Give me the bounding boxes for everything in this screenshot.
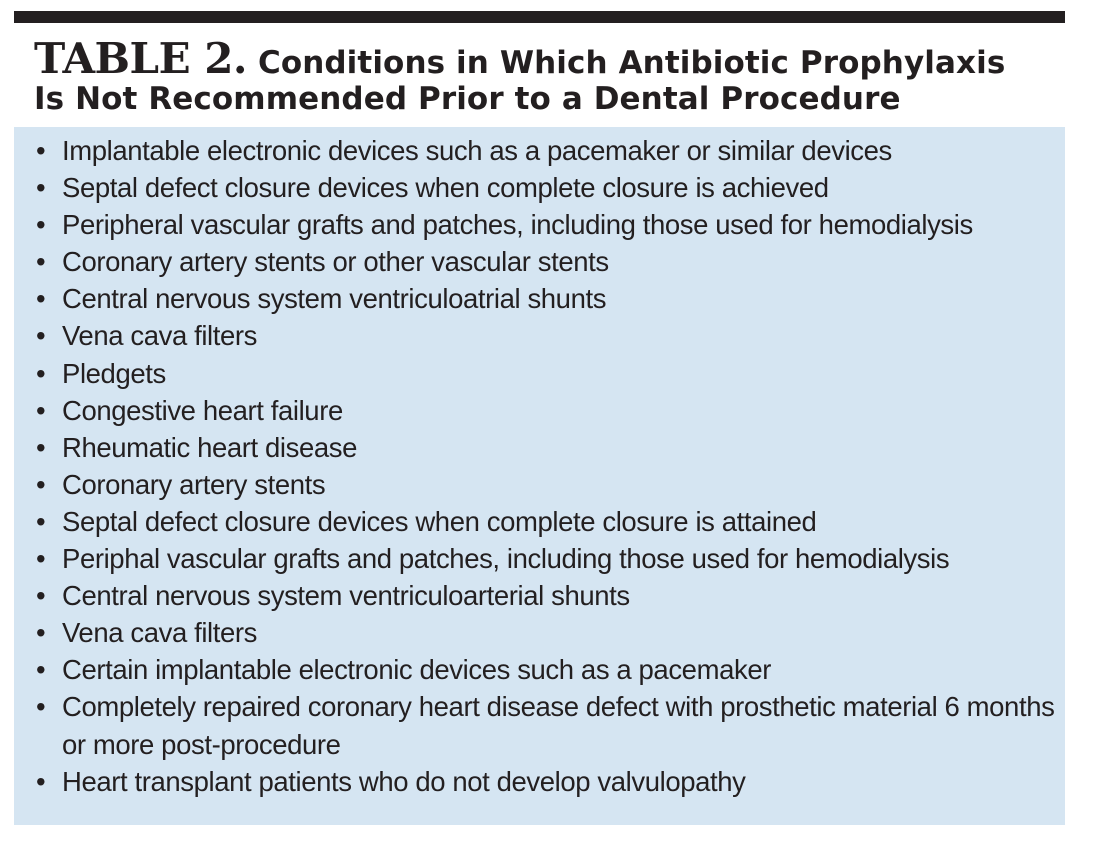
bullet-icon: • — [36, 543, 46, 575]
bullet-icon: • — [36, 765, 46, 797]
list-item — [36, 243, 1065, 280]
bullet-icon: • — [36, 172, 46, 204]
list-item-text: Rheumatic heart disease — [62, 431, 357, 463]
list-item — [36, 429, 1065, 466]
list-item-text: Central nervous system ventriculoarterial shunts — [62, 580, 630, 612]
list-item-text: Periphal vascular grafts and patches, including those used for hemodialysis — [62, 543, 950, 575]
list-item-text: Septal defect closure devices when complete closure is achieved — [62, 172, 829, 204]
list-item-text: Central nervous system ventriculoatrial shunts — [62, 283, 607, 315]
bullet-icon: • — [36, 468, 46, 500]
bullet-icon: • — [36, 394, 46, 426]
list-item — [36, 540, 1065, 577]
list-item-text: Septal defect closure devices when complete closure is attained — [62, 505, 817, 537]
bullet-icon: • — [36, 580, 46, 612]
list-item — [36, 763, 1065, 800]
list-item-text: Peripheral vascular grafts and patches, including those used for hemodialysis — [62, 209, 973, 241]
table-caption — [14, 23, 1065, 117]
list-item-text: Pledgets — [62, 357, 166, 389]
list-item-text: Heart transplant patients who do not develop valvulopathy — [62, 765, 746, 797]
bullet-icon: • — [36, 357, 46, 389]
list-item — [36, 466, 1065, 503]
list-item — [36, 169, 1065, 206]
list-item — [36, 688, 1065, 762]
list-item — [36, 577, 1065, 614]
conditions-list — [36, 132, 1065, 800]
bullet-icon: • — [36, 135, 46, 166]
list-item-text: Coronary artery stents or other vascular stents — [62, 246, 609, 278]
bullet-icon: • — [36, 246, 46, 278]
list-item-text: Certain implantable electronic devices such as a pacemaker — [62, 654, 771, 686]
bullet-icon: • — [36, 691, 46, 723]
list-item — [36, 392, 1065, 429]
table-title-line-2: Is Not Recommended Prior to a Dental Procedure — [34, 81, 901, 117]
list-item-text: Vena cava filters — [62, 617, 257, 649]
list-item-text: Congestive heart failure — [62, 394, 343, 426]
list-item — [36, 614, 1065, 651]
list-item — [36, 317, 1065, 354]
bullet-icon: • — [36, 320, 46, 352]
list-item — [36, 355, 1065, 392]
list-item-text: Vena cava filters — [62, 320, 257, 352]
bullet-icon: • — [36, 617, 46, 649]
list-item — [36, 206, 1065, 243]
list-item-text: Coronary artery stents — [62, 468, 326, 500]
top-rule — [14, 11, 1065, 23]
table-number: TABLE 2. — [34, 34, 248, 83]
bullet-icon: • — [36, 505, 46, 537]
list-item — [36, 132, 1065, 169]
bullet-icon: • — [36, 209, 46, 241]
table-title: Conditions in Which Antibiotic Prophylaxis — [257, 45, 1006, 81]
list-item — [36, 651, 1065, 688]
bullet-icon: • — [36, 654, 46, 686]
list-item-text: Implantable electronic devices such as a pacemaker or similar devices — [62, 135, 892, 166]
table-figure — [14, 11, 1065, 825]
conditions-box — [14, 127, 1065, 825]
bullet-icon: • — [36, 283, 46, 315]
bullet-icon: • — [36, 431, 46, 463]
list-item — [36, 280, 1065, 317]
list-item — [36, 503, 1065, 540]
list-item-text: Completely repaired coronary heart disease defect with prosthetic material 6 months or more post-procedure — [62, 691, 1055, 760]
